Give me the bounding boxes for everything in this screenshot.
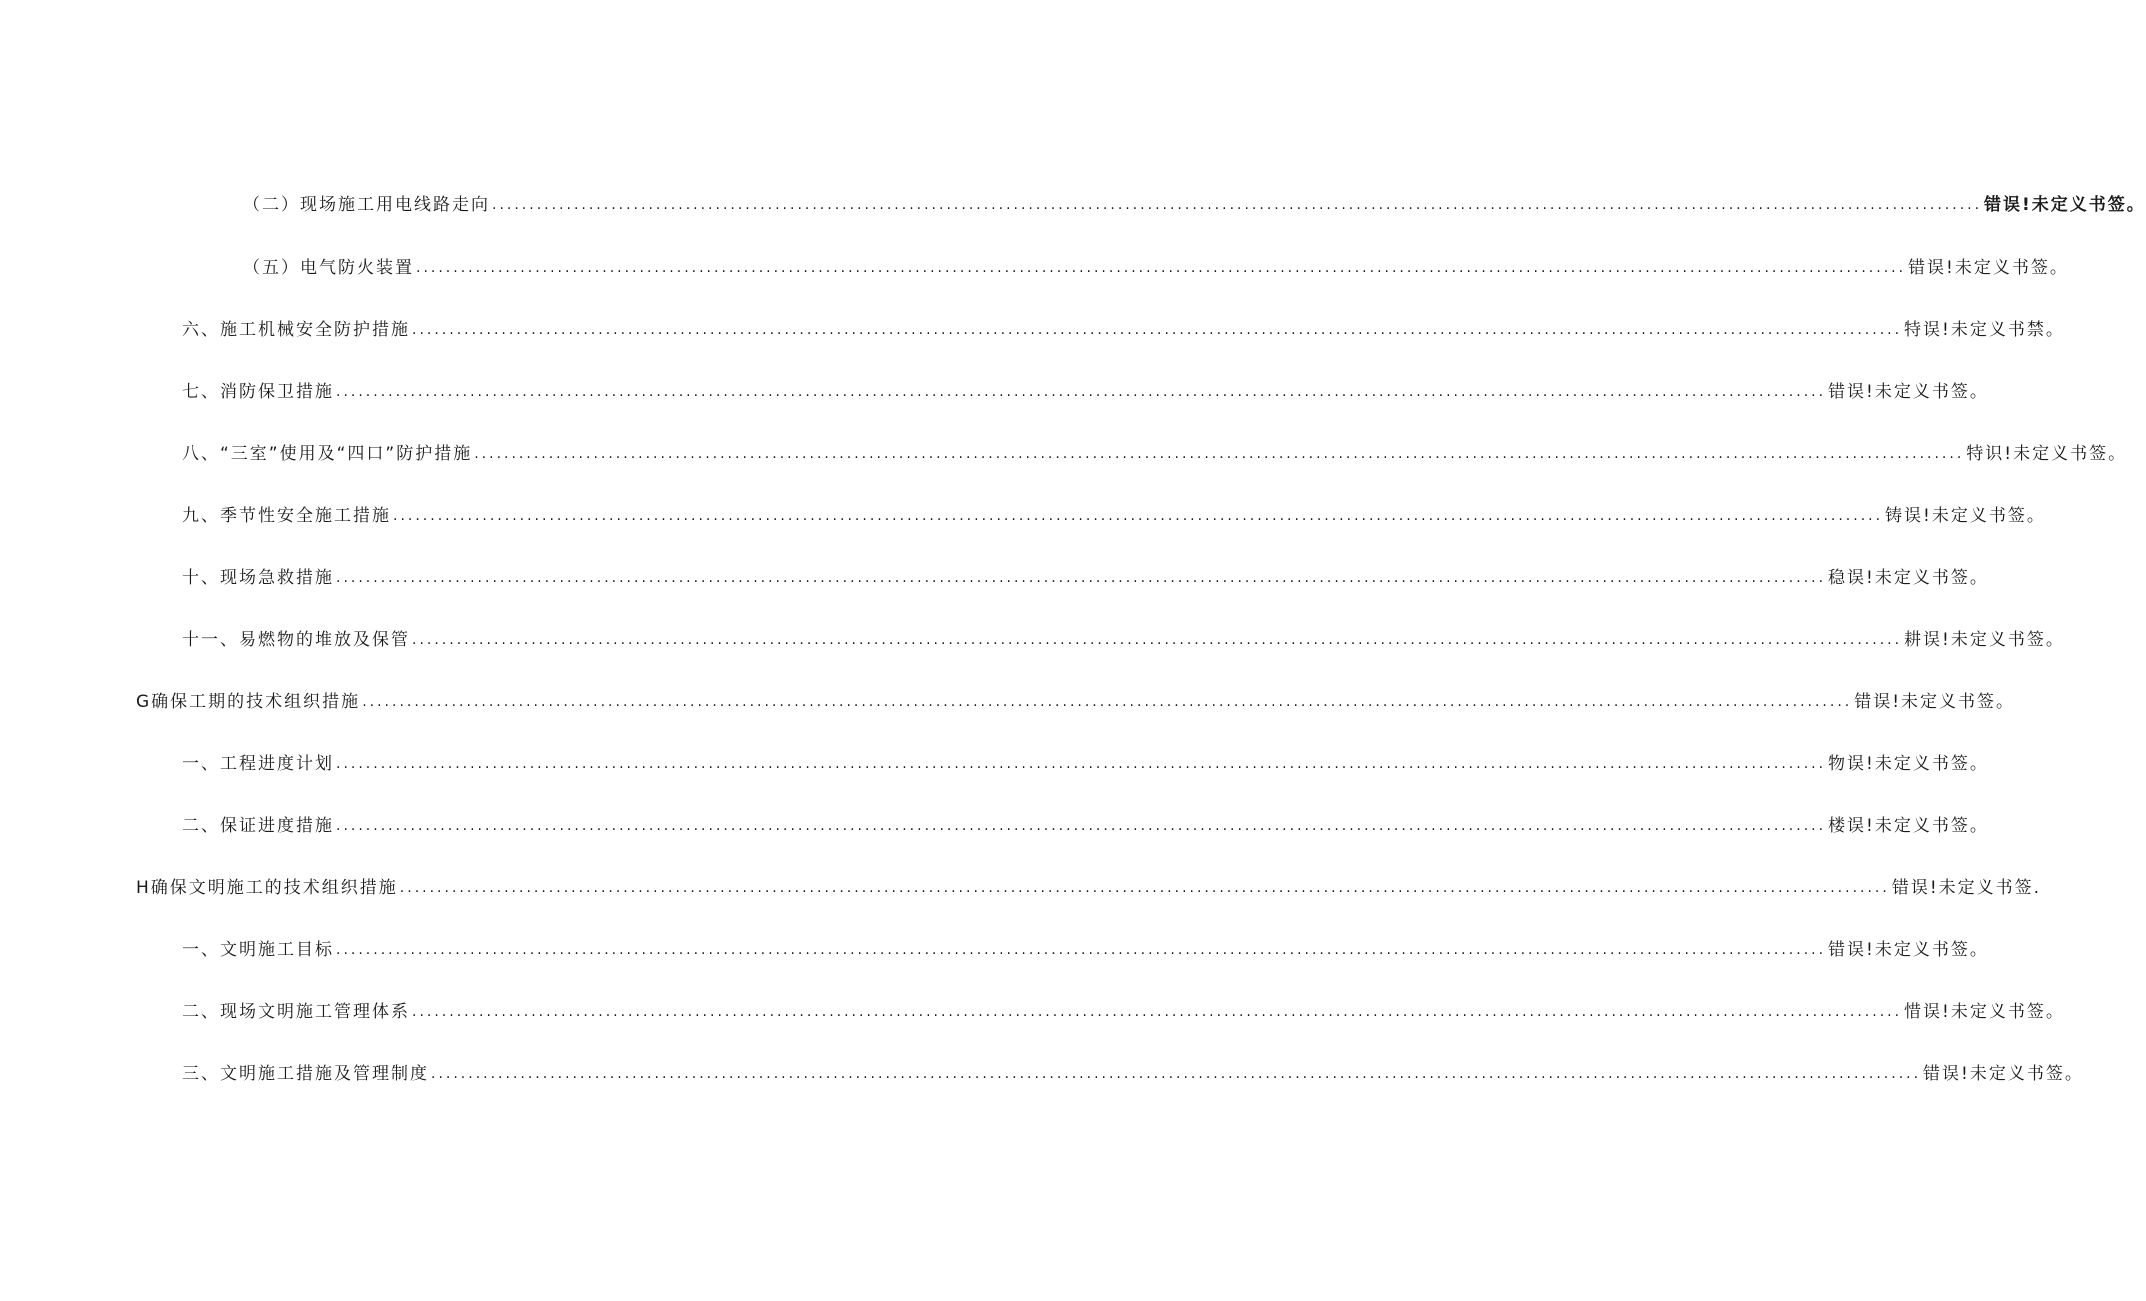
toc-entry[interactable]: [136, 868, 2042, 902]
toc-dot-leader: ........................................................................................................................................................................................................: [336, 942, 1827, 958]
toc-entry-page-ref: 物误!未定义书签。: [1828, 753, 1989, 774]
toc-entry-title: 二、保证进度措施: [182, 815, 334, 836]
toc-entry[interactable]: [182, 806, 1989, 840]
toc-entry-title: 八、“三室”使用及“四口”防护措施: [182, 443, 473, 464]
toc-entry-page-ref: 错误!未定义书签。: [1828, 939, 1989, 960]
toc-entry-title: 十、现场急救措施: [182, 567, 334, 588]
toc-entry-page-ref: 错误!未定义书签。: [1923, 1063, 2084, 1084]
toc-dot-leader: ........................................................................................................................................................................................................: [362, 694, 1853, 710]
toc-entry-page-ref: 耕误!未定义书签。: [1904, 629, 2065, 650]
toc-entry-page-ref: 错误!未定义书签。: [1854, 691, 2016, 712]
toc-entry[interactable]: [182, 930, 1989, 964]
toc-entry-title: 七、消防保卫措施: [182, 381, 334, 402]
toc-entry-page-ref: 楼误!未定义书签。: [1828, 815, 1989, 836]
toc-dot-leader: ........................................................................................................................................................................................................: [412, 1004, 1903, 1020]
toc-entry-title: 十一、易燃物的堆放及保管: [182, 629, 410, 650]
toc-entry[interactable]: [182, 620, 2065, 654]
toc-entry-title: G确保工期的技术组织措施: [136, 691, 361, 712]
toc-entry-title: 三、文明施工措施及管理制度: [182, 1063, 429, 1084]
toc-dot-leader: ........................................................................................................................................................................................................: [492, 197, 1983, 213]
toc-entry[interactable]: [182, 558, 1989, 592]
toc-dot-leader: ........................................................................................................................................................................................................: [336, 756, 1827, 772]
toc-entry-page-ref: 铸误!未定义书签。: [1885, 505, 2046, 526]
toc-dot-leader: ........................................................................................................................................................................................................: [412, 632, 1903, 648]
toc-dot-leader: ........................................................................................................................................................................................................: [393, 508, 1884, 524]
toc-entry-title: （五）电气防火装置: [243, 257, 414, 278]
toc-dot-leader: ........................................................................................................................................................................................................: [336, 818, 1827, 834]
toc-entry[interactable]: [182, 434, 2128, 468]
toc-dot-leader: ........................................................................................................................................................................................................: [431, 1066, 1922, 1082]
toc-entry-page-ref: 特误!未定义书禁。: [1904, 319, 2065, 340]
toc-dot-leader: ........................................................................................................................................................................................................: [336, 570, 1827, 586]
toc-entry[interactable]: [136, 682, 2016, 716]
toc-dot-leader: ........................................................................................................................................................................................................: [399, 880, 1890, 896]
toc-dot-leader: ........................................................................................................................................................................................................: [336, 384, 1827, 400]
toc-entry-title: 六、施工机械安全防护措施: [182, 319, 410, 340]
toc-entry[interactable]: [243, 248, 2069, 282]
toc-entry-title: 二、现场文明施工管理体系: [182, 1001, 410, 1022]
toc-dot-leader: ........................................................................................................................................................................................................: [412, 322, 1903, 338]
toc-dot-leader: ........................................................................................................................................................................................................: [416, 260, 1907, 276]
toc-entry[interactable]: [243, 185, 2146, 219]
toc-entry-page-ref: 错误!未定义书签.: [1891, 877, 2042, 898]
toc-entry[interactable]: [182, 992, 2065, 1026]
toc-entry-page-ref: 错误!未定义书签。: [1828, 381, 1989, 402]
toc-entry-title: （二）现场施工用电线路走向: [243, 194, 490, 215]
toc-entry-title: 九、季节性安全施工措施: [182, 505, 391, 526]
toc-entry-page-ref: 错误!未定义书签。: [1908, 257, 2069, 278]
toc-dot-leader: ........................................................................................................................................................................................................: [474, 446, 1965, 462]
toc-entry-title: 一、文明施工目标: [182, 939, 334, 960]
toc-entry-page-ref: 惜误!未定义书签。: [1904, 1001, 2065, 1022]
toc-entry-title: H确保文明施工的技术组织措施: [136, 877, 398, 898]
toc-entry[interactable]: [182, 496, 2046, 530]
toc-entry[interactable]: [182, 1054, 2084, 1088]
toc-entry-page-ref: 特识!未定义书签。: [1966, 443, 2128, 464]
toc-entry-page-ref: 稳误!未定义书签。: [1828, 567, 1989, 588]
toc-entry-title: 一、工程进度计划: [182, 753, 334, 774]
toc-entry[interactable]: [182, 744, 1989, 778]
toc-entry[interactable]: [182, 310, 2065, 344]
toc-entry[interactable]: [182, 372, 1989, 406]
toc-entry-page-ref: 错误!未定义书签。: [1984, 194, 2146, 215]
